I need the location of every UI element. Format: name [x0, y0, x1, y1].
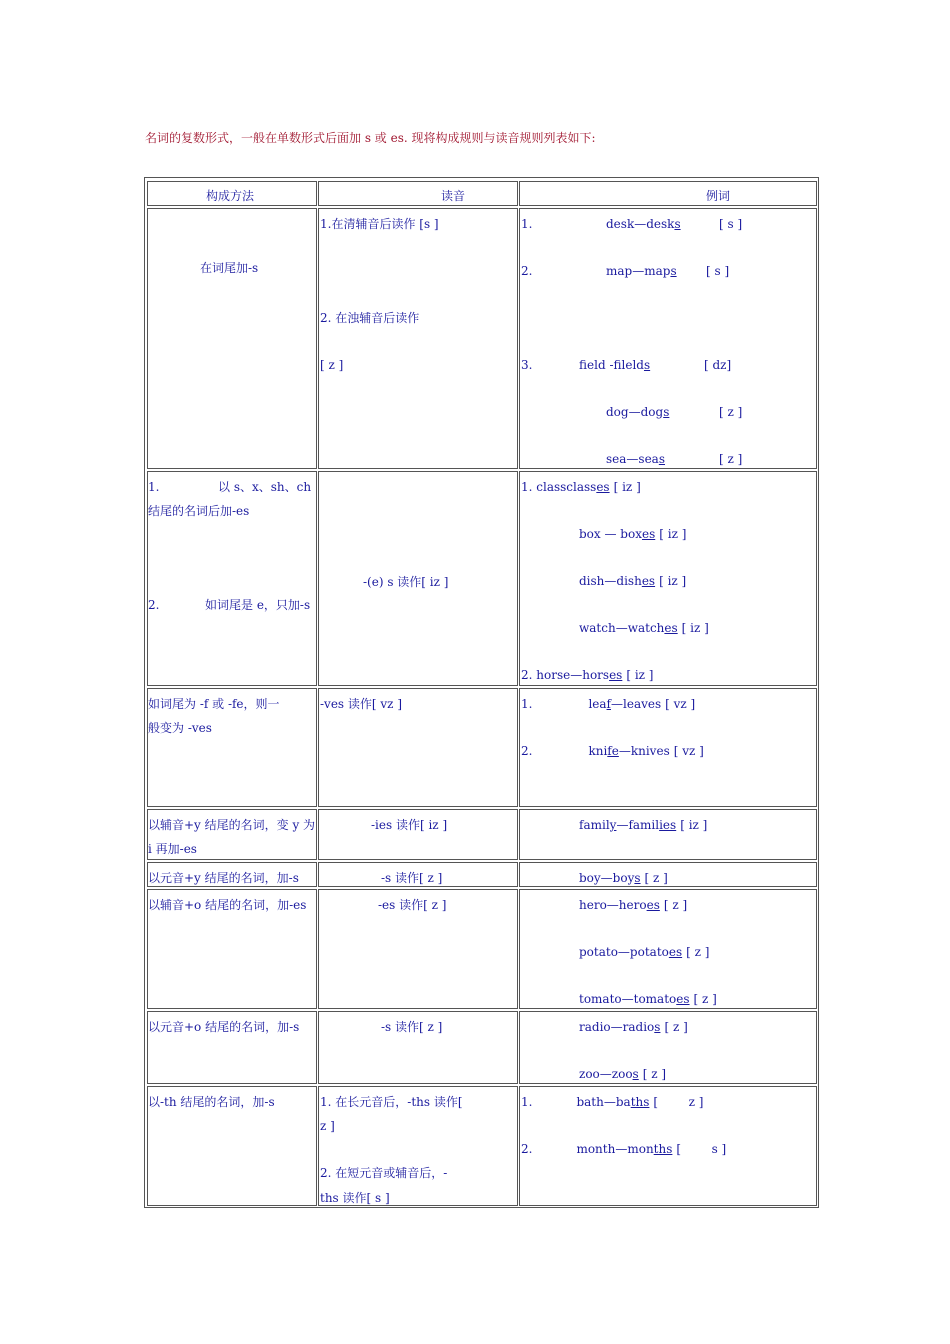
example-word: watch—watches — [579, 621, 678, 635]
method-text: i 再加-es — [148, 842, 197, 856]
pronunciation-cell — [318, 1011, 518, 1084]
example-line — [521, 1067, 667, 1081]
example-cell — [519, 889, 817, 1009]
example-cell — [519, 1011, 817, 1084]
example-word: zoo—zoos — [579, 1067, 639, 1081]
example-word: tomato—tomatoes — [579, 992, 690, 1006]
example-phonetic: [ z ] — [663, 898, 688, 912]
example-word: family—families — [579, 818, 677, 832]
example-phonetic: [ dz] — [704, 358, 732, 372]
example-phonetic: [ z ] — [693, 992, 717, 1006]
example-line — [521, 818, 708, 832]
header-cell-method — [147, 181, 317, 206]
example-cell — [519, 862, 817, 887]
pronunciation-text: -es 读作[ z ] — [378, 898, 447, 912]
example-word: dish—dishes — [579, 574, 656, 588]
method-text: 如词尾为 -f 或 -fe，则一 — [148, 697, 280, 711]
example-line — [521, 358, 732, 372]
method-text: 以辅音+y 结尾的名词，变 y 为 — [148, 818, 316, 832]
method-cell — [147, 889, 317, 1009]
example-word: bath—baths — [576, 1095, 650, 1109]
header-example: 例词 — [706, 189, 731, 203]
example-line — [521, 898, 688, 912]
example-line — [521, 1020, 688, 1034]
example-line — [521, 574, 687, 588]
pronunciation-text: 1. 在长元音后，-ths 读作[ — [320, 1095, 463, 1109]
example-phonetic: [ s ] — [706, 264, 730, 278]
example-number: 1. — [521, 217, 533, 231]
pronunciation-text: ths 读作[ s ] — [320, 1191, 390, 1205]
pronunciation-text: -ies 读作[ iz ] — [371, 818, 448, 832]
example-line — [521, 264, 730, 278]
pronunciation-text: [ z ] — [320, 358, 344, 372]
example-number: 2. — [521, 744, 533, 758]
example-line — [521, 217, 743, 231]
pronunciation-cell — [318, 471, 518, 686]
example-phonetic: [ iz ] — [659, 527, 687, 541]
example-line — [521, 945, 710, 959]
example-word: desk—desks — [606, 217, 681, 231]
example-number: 1. — [521, 697, 533, 711]
example-word: hero—heroes — [579, 898, 660, 912]
example-word: es — [596, 480, 610, 494]
intro-text: 名词的复数形式，一般在单数形式后面加 s 或 es. 现将构成规则与读音规则列表如下: — [145, 131, 596, 145]
example-cell — [519, 1086, 817, 1206]
method-text: 以元音+o 结尾的名词，加-s — [148, 1020, 300, 1034]
example-phonetic: [ iz ] — [626, 668, 654, 682]
example-phonetic: [ z ] — [664, 1020, 688, 1034]
pronunciation-cell — [318, 688, 518, 807]
example-phonetic: [ z ] — [642, 1067, 667, 1081]
pronunciation-text: -s 读作[ z ] — [381, 871, 443, 885]
method-cell — [147, 809, 317, 860]
example-number: 1. classclass — [521, 480, 597, 494]
pronunciation-text: -s 读作[ z ] — [381, 1020, 443, 1034]
example-word: leaf—leaves — [588, 697, 662, 711]
example-word: month—months — [576, 1142, 673, 1156]
header-cell-pron — [318, 181, 518, 206]
method-text: 如词尾是 e，只加-s — [205, 598, 311, 612]
example-phonetic: [ iz ] — [681, 621, 709, 635]
method-text: 般变为 -ves — [148, 721, 212, 735]
example-phonetic: [ z ] — [644, 871, 668, 885]
pronunciation-cell — [318, 208, 518, 469]
example-phonetic: [ vz ] — [673, 744, 704, 758]
example-line — [521, 1142, 727, 1156]
example-word: knife—knives — [588, 744, 670, 758]
example-line — [521, 697, 696, 711]
example-phonetic: [ vz ] — [665, 697, 696, 711]
example-phonetic: [ z ] — [719, 405, 743, 419]
pronunciation-text: 1.在清辅音后读作 [s ] — [320, 217, 439, 231]
method-cell — [147, 208, 317, 469]
example-cell — [519, 809, 817, 860]
pronunciation-text: -ves 读作[ vz ] — [320, 697, 403, 711]
pronunciation-text: -(e) s 读作[ iz ] — [363, 575, 449, 589]
example-phonetic: [ s ] — [676, 1142, 727, 1156]
pronunciation-cell — [318, 1086, 518, 1206]
method-text: 结尾的名词后加-es — [148, 504, 250, 518]
example-number: 1. — [521, 1095, 533, 1109]
example-word: field -filelds — [579, 358, 651, 372]
example-line — [521, 621, 709, 635]
header-method: 构成方法 — [206, 189, 255, 203]
method-text: 2. — [148, 598, 160, 612]
pronunciation-text: 2. 在短元音或辅音后，- — [320, 1166, 448, 1180]
example-number: 2. — [521, 264, 533, 278]
method-text: 在词尾加-s — [200, 261, 259, 275]
example-phonetic: [ iz ] — [659, 574, 687, 588]
example-phonetic: [ iz ] — [680, 818, 708, 832]
example-phonetic: [ s ] — [719, 217, 743, 231]
method-text: 1. — [148, 480, 160, 494]
example-line — [521, 480, 641, 494]
example-phonetic: [ z ] — [653, 1095, 704, 1109]
example-phonetic: [ z ] — [719, 452, 743, 466]
method-cell — [147, 688, 317, 807]
example-line — [521, 527, 687, 541]
pronunciation-cell — [318, 889, 518, 1009]
example-phonetic: [ iz ] — [613, 480, 641, 494]
pronunciation-text: z ] — [320, 1119, 335, 1133]
example-word: radio—radios — [579, 1020, 661, 1034]
example-word: boy—boys — [579, 871, 641, 885]
example-line — [521, 992, 717, 1006]
method-text: 以辅音+o 结尾的名词，加-es — [148, 898, 307, 912]
pronunciation-cell — [318, 809, 518, 860]
example-cell — [519, 208, 817, 469]
method-cell — [147, 1086, 317, 1206]
header-pron: 读音 — [441, 189, 466, 203]
example-phonetic: [ z ] — [686, 945, 710, 959]
method-text: 以 s、x、sh、ch — [218, 480, 312, 494]
example-cell — [519, 688, 817, 807]
pronunciation-cell — [318, 862, 518, 887]
example-number: 3. — [521, 358, 533, 372]
example-line — [521, 744, 704, 758]
example-word: map—maps — [606, 264, 677, 278]
example-cell — [519, 471, 817, 686]
example-line — [521, 1095, 704, 1109]
example-line — [521, 668, 653, 682]
example-word: dog—dogs — [606, 405, 670, 419]
method-text: 以-th 结尾的名词，加-s — [148, 1095, 275, 1109]
example-word: box — boxes — [579, 527, 656, 541]
header-cell-example — [519, 181, 817, 206]
method-text: 以元音+y 结尾的名词，加-s — [148, 871, 299, 885]
example-word: es — [609, 668, 623, 682]
pronunciation-text: 2. 在浊辅音后读作 — [320, 311, 420, 325]
example-number: 2. horse—hors — [521, 668, 610, 682]
method-cell — [147, 1011, 317, 1084]
example-word: sea—seas — [606, 452, 665, 466]
example-word: potato—potatoes — [579, 945, 683, 959]
method-cell — [147, 862, 317, 887]
example-line — [521, 871, 668, 885]
method-cell — [147, 471, 317, 686]
example-number: 2. — [521, 1142, 533, 1156]
